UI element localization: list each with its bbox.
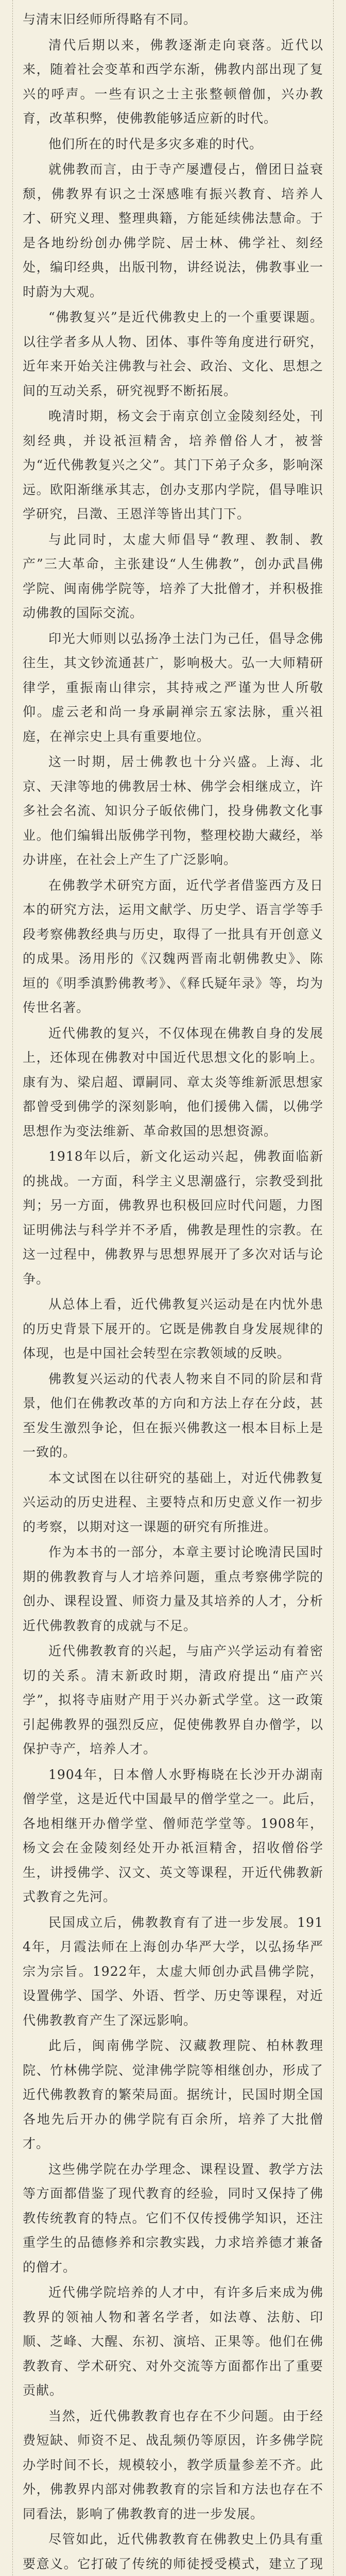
article-paragraph: 这些佛学院在办学理念、课程设置、教学方法等方面都借鉴了现代教育的经验，同时又保持了佛教传统教育的特点。它们不仅传授佛学知识，还注重学生的品德修养和宗教实践，力求培养德才兼备的僧才。 — [23, 2161, 323, 2275]
article-paragraph: 1918年以后，新文化运动兴起，佛教面临新的挑战。一方面，科学主义思潮盛行，宗教受到批判；另一方面，佛教界也积极回应时代问题，力图证明佛法与科学并不矛盾，佛教是理性的宗教。在这一过程中，佛教界与思想界展开了多次对话与论争。 — [23, 1149, 323, 1286]
article-paragraph: 印光大师则以弘扬净土法门为己任，倡导念佛往生，其文钞流通甚广，影响极大。弘一大师精研律学，重振南山律宗，其持戒之严谨为世人所敬仰。虚云老和尚一身承嗣禅宗五家法脉，重兴祖庭，在禅宗史上具有重要地位。 — [23, 631, 323, 744]
article-paragraph: 作为本书的一部分，本章主要讨论晚清民国时期的佛教教育与人才培养问题，重点考察佛学院的创办、课程设置、师资力量及其培养的人才，分析近代佛教教育的成就与不足。 — [23, 1545, 323, 1633]
article-paragraph: 此后，闽南佛学院、汉藏教理院、柏林教理院、竹林佛学院、觉津佛学院等相继创办，形成了近代佛教教育的繁荣局面。据统计，民国时期全国各地先后开办的佛学院有百余所，培养了大批僧才。 — [23, 2038, 323, 2151]
article-paragraph: 当然，近代佛教教育也存在不少问题。由于经费短缺、师资不足、战乱频仍等原因，许多佛学院办学时间不长，规模较小，教学质量参差不齐。此外，佛教界内部对佛教教育的宗旨和方法也存在不同看法，影响了佛教教育的进一步发展。 — [23, 2408, 323, 2521]
article-paragraph: 民国成立后，佛教教育有了进一步发展。1914年，月霞法师在上海创办华严大学，以弘扬华严宗为宗旨。1922年，太虚大师创办武昌佛学院，设置佛学、国学、外语、哲学、历史等课程，对近代佛教教育产生了深远影响。 — [23, 1914, 323, 2028]
article-paragraph: 这一时期，居士佛教也十分兴盛。上海、北京、天津等地的佛教居士林、佛学会相继成立，许多社会名流、知识分子皈依佛门，投身佛教文化事业。他们编辑出版佛学刊物，整理校勘大藏经，举办讲座，在社会上产生了广泛影响。 — [23, 754, 323, 867]
article-paragraph: 佛教复兴运动的代表人物来自不同的阶层和背景，他们在佛教改革的方向和方法上存在分歧，甚至发生激烈争论，但在振兴佛教这一根本目标上是一致的。 — [23, 1371, 323, 1460]
article-paragraph: 在佛教学术研究方面，近代学者借鉴西方及日本的研究方法，运用文献学、历史学、语言学等手段考察佛教经典与历史，取得了一批具有开创意义的成果。汤用彤的《汉魏两晋南北朝佛教史》、陈垣的《明季滇黔佛教考》、《释氏疑年录》等，均为传世名著。 — [23, 877, 323, 1015]
right-margin-rule — [333, 0, 334, 2576]
article-paragraph: 清代后期以来，佛教逐渐走向衰落。近代以来，随着社会变革和西学东渐，佛教内部出现了复兴的呼声。一些有识之士主张整顿僧伽，兴办教育，改革积弊，使佛教能够适应新的时代。 — [23, 37, 323, 126]
article-paragraph: 从总体上看，近代佛教复兴运动是在内忧外患的历史背景下展开的。它既是佛教自身发展规律的体现，也是中国社会转型在宗教领域的反映。 — [23, 1297, 323, 1361]
left-margin-rule — [12, 0, 13, 2576]
article-paragraph: 近代佛学院培养的人才中，有许多后来成为佛教界的领袖人物和著名学者，如法尊、法舫、印顺、芝峰、大醒、东初、演培、正果等。他们在佛教教育、学术研究、对外交流等方面都作出了重要贡献。 — [23, 2285, 323, 2398]
article-paragraph: 近代佛教的复兴，不仅体现在佛教自身的发展上，还体现在佛教对中国近代思想文化的影响上。康有为、梁启超、谭嗣同、章太炎等维新派思想家都曾受到佛学的深刻影响，他们援佛入儒，以佛学思想作为变法维新、革命救国的思想资源。 — [23, 1025, 323, 1139]
article-paragraph: 他们所在的时代是多灾多难的时代。 — [48, 136, 263, 151]
article-paragraph: 本文试图在以往研究的基础上，对近代佛教复兴运动的历史进程、主要特点和历史意义作一初步的考察，以期对这一课题的研究有所推进。 — [23, 1470, 323, 1534]
article-paragraph: 与清末旧经师所得略有不同。 — [23, 12, 197, 27]
article-paragraph: 晚清时期，杨文会于南京创立金陵刻经处，刊刻经典，并设祇洹精舍，培养僧俗人才，被誉为“近代佛教复兴之父”。其门下弟子众多，影响深远。欧阳渐继承其志，创办支那内学院，倡导唯识学研究，吕澂、王恩洋等皆出其门下。 — [23, 409, 323, 521]
article-paragraph: 近代佛教教育的兴起，与庙产兴学运动有着密切的关系。清末新政时期，清政府提出“庙产兴学”，拟将寺庙财产用于兴办新式学堂。这一政策引起佛教界的强烈反应，促使佛教界自办僧学，以保护寺产，培养人才。 — [23, 1643, 323, 1756]
article-paragraph: 与此同时，太虚大师倡导“教理、教制、教产”三大革命，主张建设“人生佛教”，创办武昌佛学院、闽南佛学院等，培养了大批僧才，并积极推动佛教的国际交流。 — [23, 532, 323, 620]
article-paragraph: “佛教复兴”是近代佛教史上的一个重要课题。以往学者多从人物、团体、事件等角度进行研究，近年来开始关注佛教与社会、政治、文化、思想之间的互动关系，研究视野不断拓展。 — [23, 310, 323, 398]
article-paragraph: 尽管如此，近代佛教教育在佛教史上仍具有重要意义。它打破了传统的师徒授受模式，建立了现 — [23, 2532, 323, 2571]
article-paragraph: 1904年，日本僧人水野梅晓在长沙开办湖南僧学堂，这是近代中国最早的僧学堂之一。此后，各地相继开办僧学堂、僧师范学堂等。1908年，杨文会在金陵刻经处开办祇洹精舍，招收僧俗学生，讲授佛学、汉文、英文等课程，开近代佛教新式教育之先河。 — [23, 1767, 323, 1904]
article-paragraph: 就佛教而言，由于寺产屡遭侵占，僧团日益衰颓，佛教界有识之士深感唯有振兴教育、培养人才、研究义理、整理典籍，方能延续佛法慧命。于是各地纷纷创办佛学院、居士林、佛学社、刻经处，编印经典，出版刊物，讲经说法，佛教事业一时蔚为大观。 — [23, 162, 323, 299]
